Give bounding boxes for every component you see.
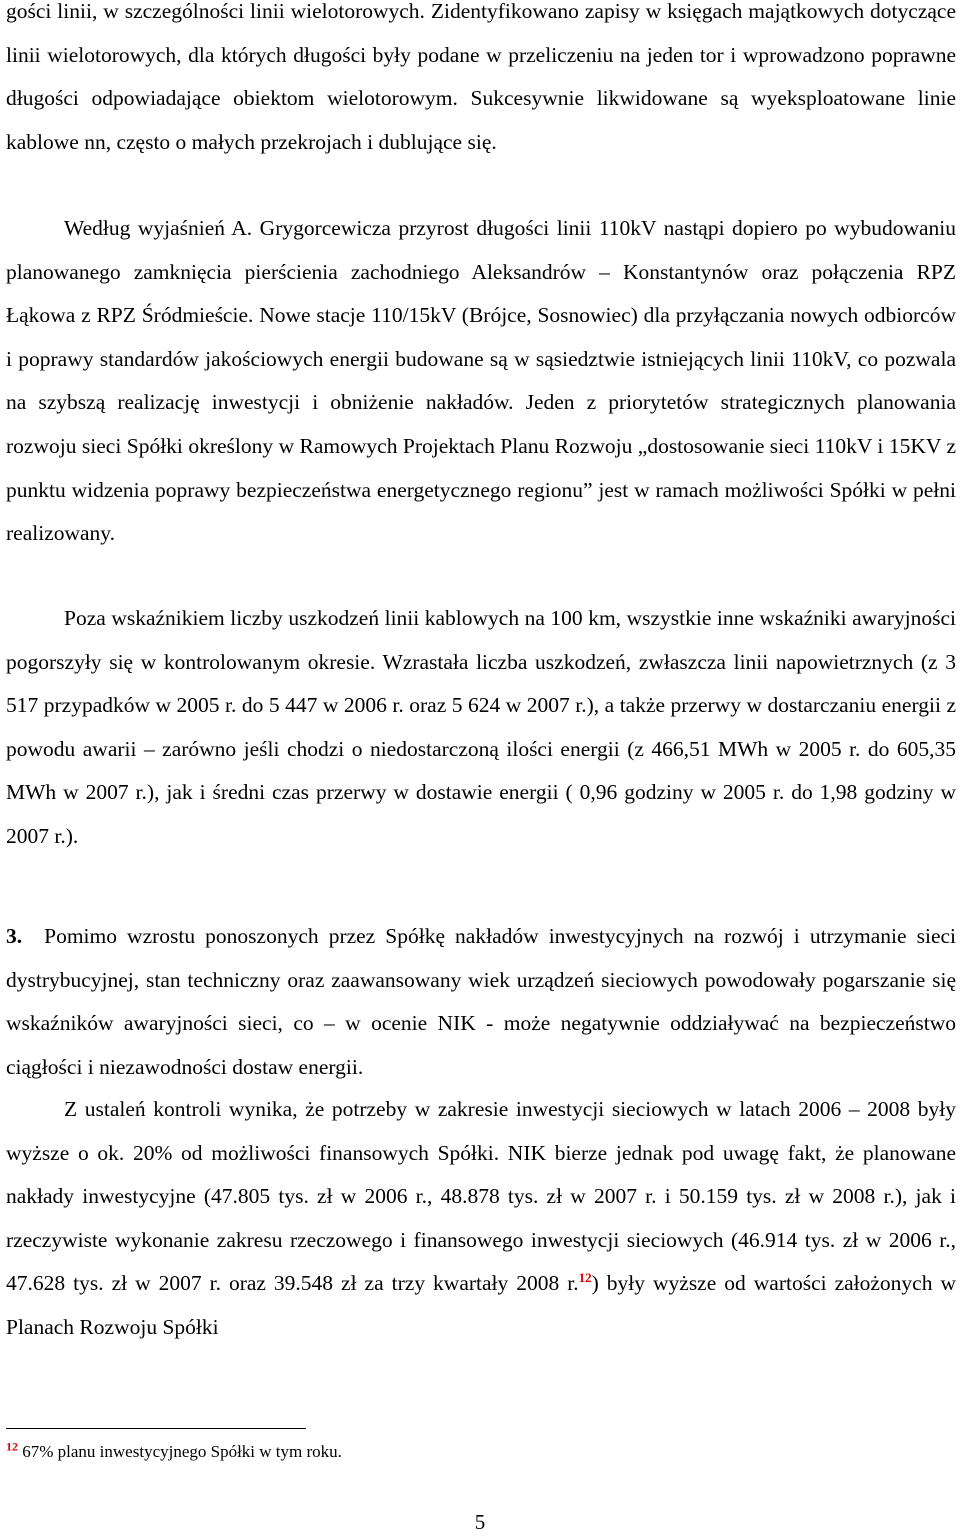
paragraph-4 [6,915,956,1089]
paragraph-4-text: Pomimo wzrostu ponoszonych przez Spółkę nakładów inwestycyjnych na rozwój i utrzymanie sieci dystrybucyjnej, stan techniczny oraz zaawansowany wiek urządzeń sieciowych powodowały pogarszanie się wskaźników awaryjności sieci, co – w ocenie NIK - może negatywnie oddziaływać na bezpieczeństwo ciągłości i niezawodności dostaw energii. [6,924,956,1079]
paragraph-5-text-a: Z ustaleń kontroli wynika, że potrzeby w zakresie inwestycji sieciowych w latach 2006 – 2008 były wyższe o ok. 20% od możliwości finansowych Spółki. NIK bierze jednak pod uwagę fakt, że planowane nakłady inwestycyjne (47.805 tys. zł w 2006 r., 48.878 tys. zł w 2007 r. i 50.159 tys. zł w 2008 r.), jak i rzeczywiste wykonanie zakresu rzeczowego i finansowego inwestycji sieciowych (46.914 tys. zł w 2006 r., 47.628 tys. zł w 2007 r. oraz 39.548 zł za trzy kwartały 2008 r. [6,1097,956,1296]
paragraph-5 [6,1088,956,1350]
paragraph-5-text-b: ) były wyższe od wartości założonych w Planach Rozwoju Spółki [6,1271,956,1339]
footnote-text: 67% planu inwestycyjnego Spółki w tym roku. [18,1442,342,1461]
paragraph-3: Poza wskaźnikiem liczby uszkodzeń linii kablowych na 100 km, wszystkie inne wskaźniki awaryjności pogorszyły się w kontrolowanym okresie. Wzrastała liczba uszkodzeń, zwłaszcza linii napowietrznych (z 3 517 przypadków w 2005 r. do 5 447 w 2006 r. oraz 5 624 w 2007 r.), a także przerwy w dostarczaniu energii z powodu awarii – zarówno jeśli chodzi o niedostarczoną ilości energii (z 466,51 MWh w 2005 r. do 605,35 MWh w 2007 r.), jak i średni czas przerwy w dostawie energii ( 0,96 godziny w 2005 r. do 1,98 godziny w 2007 r.). [6,606,956,848]
footnote-reference[interactable]: 12 [578,1270,592,1286]
footnote [6,1440,906,1464]
footnote-marker: 12 [6,1439,18,1454]
page-number: 5 [474,1510,486,1534]
footnote-separator [6,1428,306,1429]
section-number: 3. [6,924,23,948]
paragraph-1: gości linii, w szczególności linii wielotorowych. Zidentyfikowano zapisy w księgach majątkowych dotyczące linii wielotorowych, dla których długości były podane w przeliczeniu na jeden tor i wprowadzono poprawne długości odpowiadające obiektom wielotorowym. Sukcesywnie likwidowane są wyeksploatowane linie kablowe nn, często o małych przekrojach i dublujące się. [6,0,956,154]
paragraph-2: Według wyjaśnień A. Grygorcewicza przyrost długości linii 110kV nastąpi dopiero po wybudowaniu planowanego zamknięcia pierścienia zachodniego Aleksandrów – Konstantynów oraz połączenia RPZ Łąkowa z RPZ Śródmieście. Nowe stacje 110/15kV (Brójce, Sosnowiec) dla przyłączania nowych odbiorców i poprawy standardów jakościowych energii budowane są w sąsiedztwie istniejących linii 110kV, co pozwala na szybszą realizację inwestycji i obniżenie nakładów. Jeden z priorytetów strategicznych planowania rozwoju sieci Spółki określony w Ramowych Projektach Planu Rozwoju „dostosowanie sieci 110kV i 15KV z punktu widzenia poprawy bezpieczeństwa energetycznego regionu” jest w ramach możliwości Spółki w pełni realizowany. [6,216,956,546]
